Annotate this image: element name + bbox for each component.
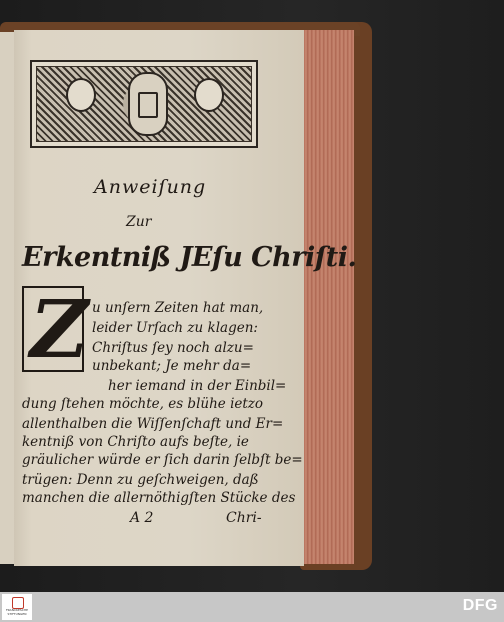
text-line: trügen: Denn zu geſchweigen, daß <box>22 472 259 488</box>
catchword: Chri- <box>226 510 262 526</box>
logo-text: FRANCKESCHE STIFTUNGEN <box>5 608 29 616</box>
title-line-2: Zur <box>126 214 152 230</box>
text-line: leider Urſach zu klagen: <box>92 320 258 336</box>
dfg-logo[interactable]: DFG <box>462 597 498 614</box>
cherub-right-icon <box>194 78 224 112</box>
title-line-3: Erkentniß JEſu Chriſti. <box>22 242 357 273</box>
text-line: allenthalben die Wiſſenſchaft und Er= <box>22 416 284 432</box>
text-line: her iemand in der Einbil= <box>108 378 287 394</box>
cherub-left-icon <box>66 78 96 112</box>
viewer-footer-bar <box>0 592 504 622</box>
drop-capital <box>22 282 89 376</box>
page-edges <box>300 30 354 564</box>
title-line-1: Anweiſung <box>94 176 207 198</box>
signature-mark: A 2 <box>130 510 154 526</box>
institution-logo[interactable] <box>2 594 32 620</box>
text-line: kentniß von Chriſto aufs beſte, ie <box>22 434 249 450</box>
text-line: u unſern Zeiten hat man, <box>92 300 264 316</box>
text-line: manchen die allernöthigſten Stücke des <box>22 490 296 506</box>
altar-emblem-icon <box>128 72 168 136</box>
text-line: dung ſtehen möchte, es blühe ietzo <box>22 396 264 412</box>
text-line: gräulicher würde er ſich darin ſelbſt be= <box>22 452 303 468</box>
headpiece-ornament <box>30 60 258 148</box>
text-line: Chriſtus ſey noch alzu= <box>92 340 254 356</box>
drop-capital-letter: Z <box>30 282 89 376</box>
text-line: unbekant; Je mehr da= <box>92 358 252 374</box>
